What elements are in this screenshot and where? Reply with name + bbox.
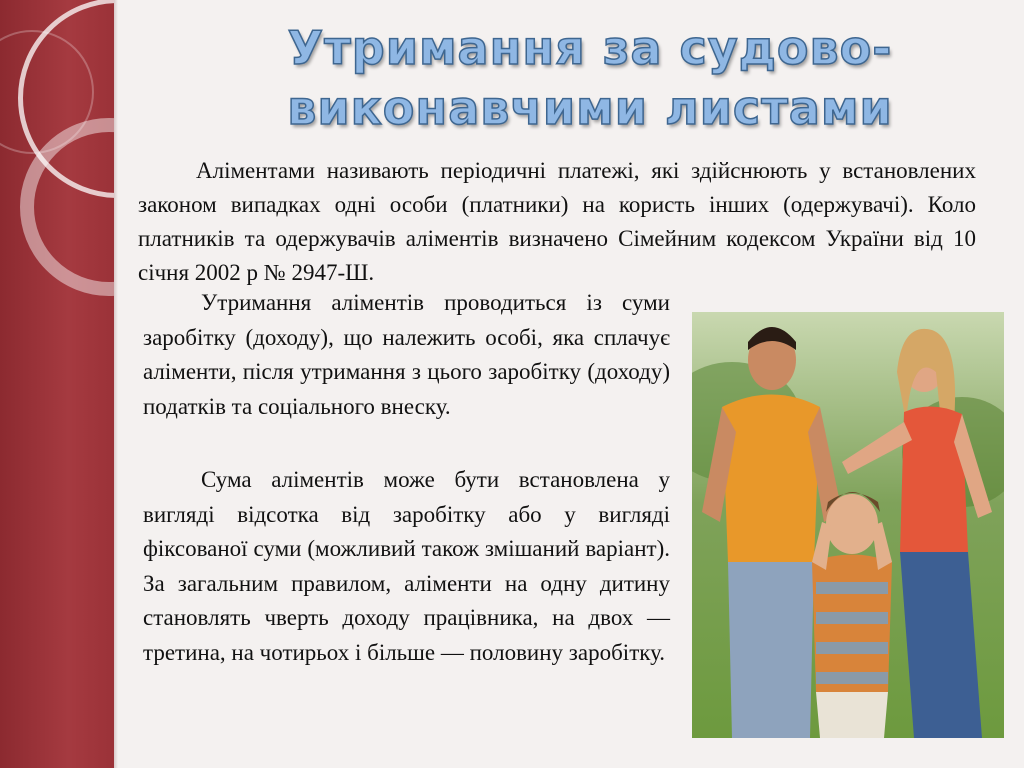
paragraph-definition: Аліментами називають періодичні платежі, які здійснюють у встановлених законом випадках одні особи (платники) на користь інших (одержувачі). Коло платників та одержувачів аліментів визначено Сімейним кодексом України від 10 січня 2002 р № 2947-Ш. bbox=[138, 158, 976, 285]
family-photo bbox=[692, 312, 1004, 738]
sidebar-edge bbox=[114, 0, 118, 768]
slide-title: Утримання за судово-виконавчими листами bbox=[287, 21, 893, 135]
paragraph-deduction: Утримання аліментів проводиться із суми заробітку (доходу), що належить особі, яка сплачує аліменти, після утримання з цього заробітку (доходу) податків та соціального внеску. bbox=[143, 290, 670, 419]
family-photo-icon bbox=[692, 312, 1004, 738]
paragraph-amount: Сума аліментів може бути встановлена у вигляді відсотка від заробітку або у вигляді фіксованої суми (можливий також змішаний варіант). За загальним правилом, аліменти на одну дитину становлять чверть доходу працівника, на двох — третина, на чотирьох і більше — половину заробітку. bbox=[143, 467, 670, 665]
decorative-sidebar bbox=[0, 0, 114, 768]
